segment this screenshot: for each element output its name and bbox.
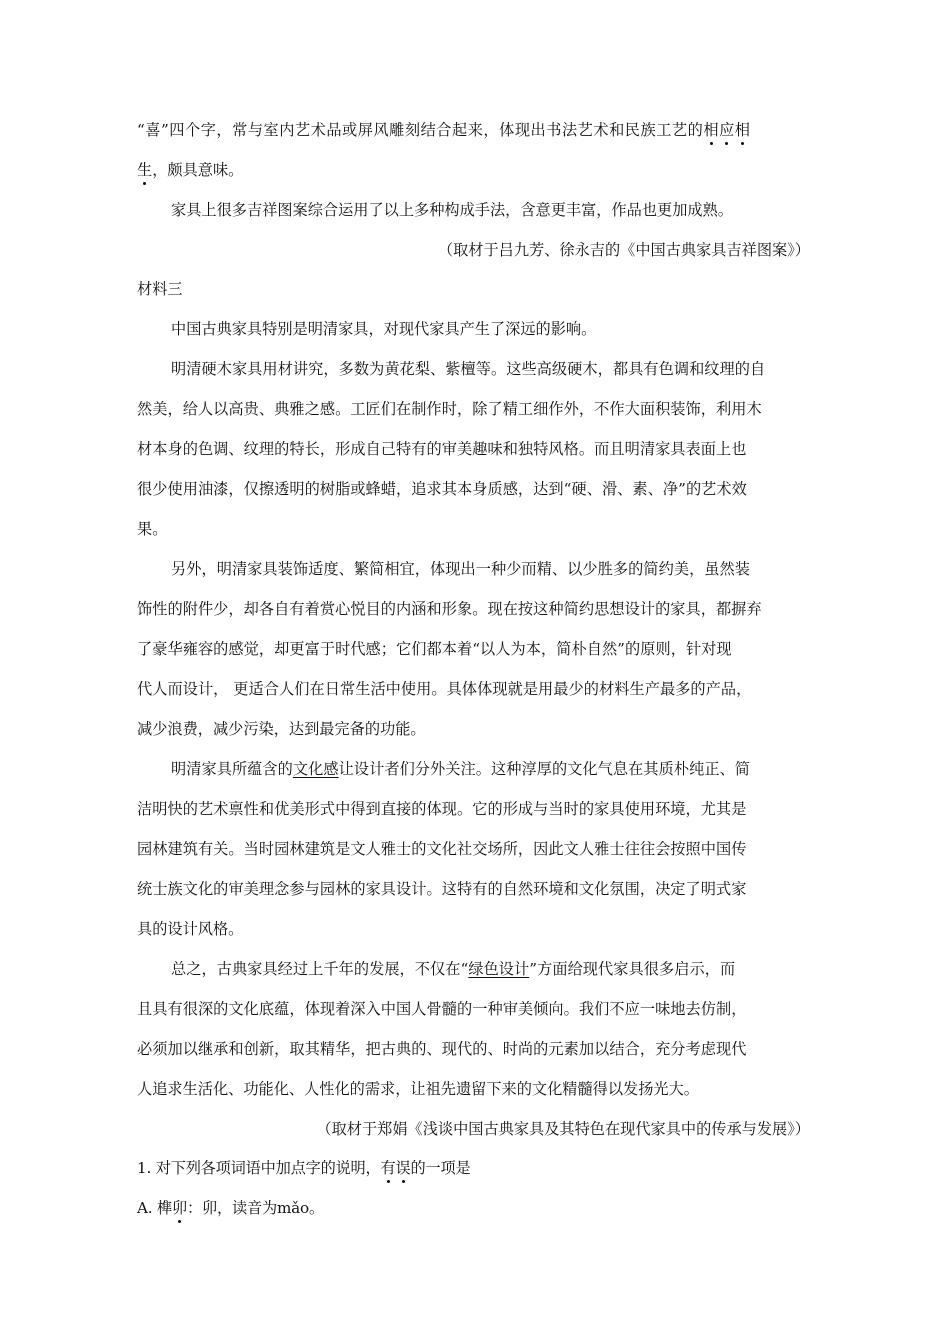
paragraph-line: 果。 [137,520,168,538]
paragraph-line: 了豪华雍容的感觉，却更富于时代感；它们都本着“以人为本，简朴自然”的原则，针对现 [137,640,732,658]
question-1-stem [137,1158,810,1178]
paragraph-line: 饰性的附件少，却各自有着赏心悦目的内涵和形象。现在按这种简约思想设计的家具，都摒弃 [137,600,762,618]
material2-source: （取材于吕九芳、徐永吉的《中国古典家具吉祥图案》） [437,241,810,259]
paragraph-line [137,959,810,979]
emphasis-char: 卯 [172,1199,188,1217]
paragraph-line: 材本身的色调、纹理的特长，形成自己特有的审美趣味和独特风格。而且明清家具表面上也 [137,440,747,458]
material2-line-2 [137,160,810,180]
paragraph-line: 且具有很深的文化底蕴，体现着深入中国人骨髓的一种审美倾向。我们不应一味地去仿制， [137,1000,747,1018]
material2-line-1 [137,120,810,140]
paragraph-line: 洁明快的艺术禀性和优美形式中得到直接的体现。它的形成与当时的家具使用环境，尤其是 [137,800,747,818]
paragraph-line: 减少浪费，减少污染，达到最完备的功能。 [137,720,426,738]
material3-heading: 材料三 [137,280,183,298]
emphasis-char: 误 [395,1159,411,1177]
material2-paragraph: 家具上很多吉祥图案综合运用了以上多种构成手法，含意更丰富，作品也更加成熟。 [171,201,733,219]
question-text: 1. 对下列各项词语中加点字的说明， [137,1159,381,1177]
paragraph-line: 另外，明清家具装饰适度、繁简相宜，体现出一种少而精、以少胜多的简约美，虽然装 [171,560,751,578]
paragraph-line: 具的设计风格。 [137,920,244,938]
paragraph-line: 必须加以继承和创新，取其精华，把古典的、现代的、时尚的元素加以结合，充分考虑现代 [137,1040,747,1058]
paragraph-line: 然美，给人以高贵、典雅之感。工匠们在制作时，除了精工细作外，不作大面积装饰，利用木 [137,400,762,418]
paragraph-text: 明清家具所蕴含的 [171,760,293,778]
option-text: ：卯，读音为mǎo。 [187,1199,324,1217]
underlined-term: 绿色设计 [468,960,530,978]
emphasis-char: 相 [734,121,751,139]
paragraph-line: 很少使用油漆，仅擦透明的树脂或蜂蜡，追求其本身质感，达到“硬、滑、素、净”的艺术效 [137,480,747,498]
paragraph-line: 园林建筑有关。当时园林建筑是文人雅士的文化社交场所，因此文人雅士往往会按照中国传 [137,840,747,858]
paragraph-text: 让设计者们分外关注。这种淳厚的文化气息在其质朴纯正、简 [338,760,751,778]
emphasis-char: 相 [703,121,720,139]
emphasis-char: 有 [380,1159,396,1177]
material3-paragraph-1: 中国古典家具特别是明清家具，对现代家具产生了深远的影响。 [171,320,597,338]
paragraph-line: 统士族文化的审美理念参与园林的家具设计。这特有的自然环境和文化氛围，决定了明式家 [137,880,747,898]
document-page [137,120,810,1238]
paragraph-line [137,759,810,779]
question-1-option-a [137,1198,810,1218]
emphasis-char: 生 [137,161,153,179]
material3-source: （取材于郑娟《浅谈中国古典家具及其特色在现代家具中的传承与发展》） [316,1120,810,1138]
option-text: A. 榫 [137,1199,173,1217]
paragraph-line: 人追求生活化、功能化、人性化的需求，让祖先遗留下来的文化精髓得以发扬光大。 [137,1080,699,1098]
underlined-term: 文化感 [292,760,339,778]
question-text: 的一项是 [410,1159,471,1177]
paragraph-text: 总之，古典家具经过上千年的发展，不仅在“ [171,960,469,978]
material2-line-1-text: “喜”四个字，常与室内艺术品或屏风雕刻结合起来，体现出书法艺术和民族工艺的 [137,121,704,139]
emphasis-char: 应 [719,121,735,139]
material2-line-2-text: ，颇具意味。 [152,161,244,179]
paragraph-text: ”方面给现代家具很多启示，而 [529,960,736,978]
paragraph-line: 代人而设计， 更适合人们在日常生活中使用。具体体现就是用最少的材料生产最多的产品， [137,680,752,698]
paragraph-line: 明清硬木家具用材讲究，多数为黄花梨、紫檀等。这些高级硬木，都具有色调和纹理的自 [171,360,766,378]
